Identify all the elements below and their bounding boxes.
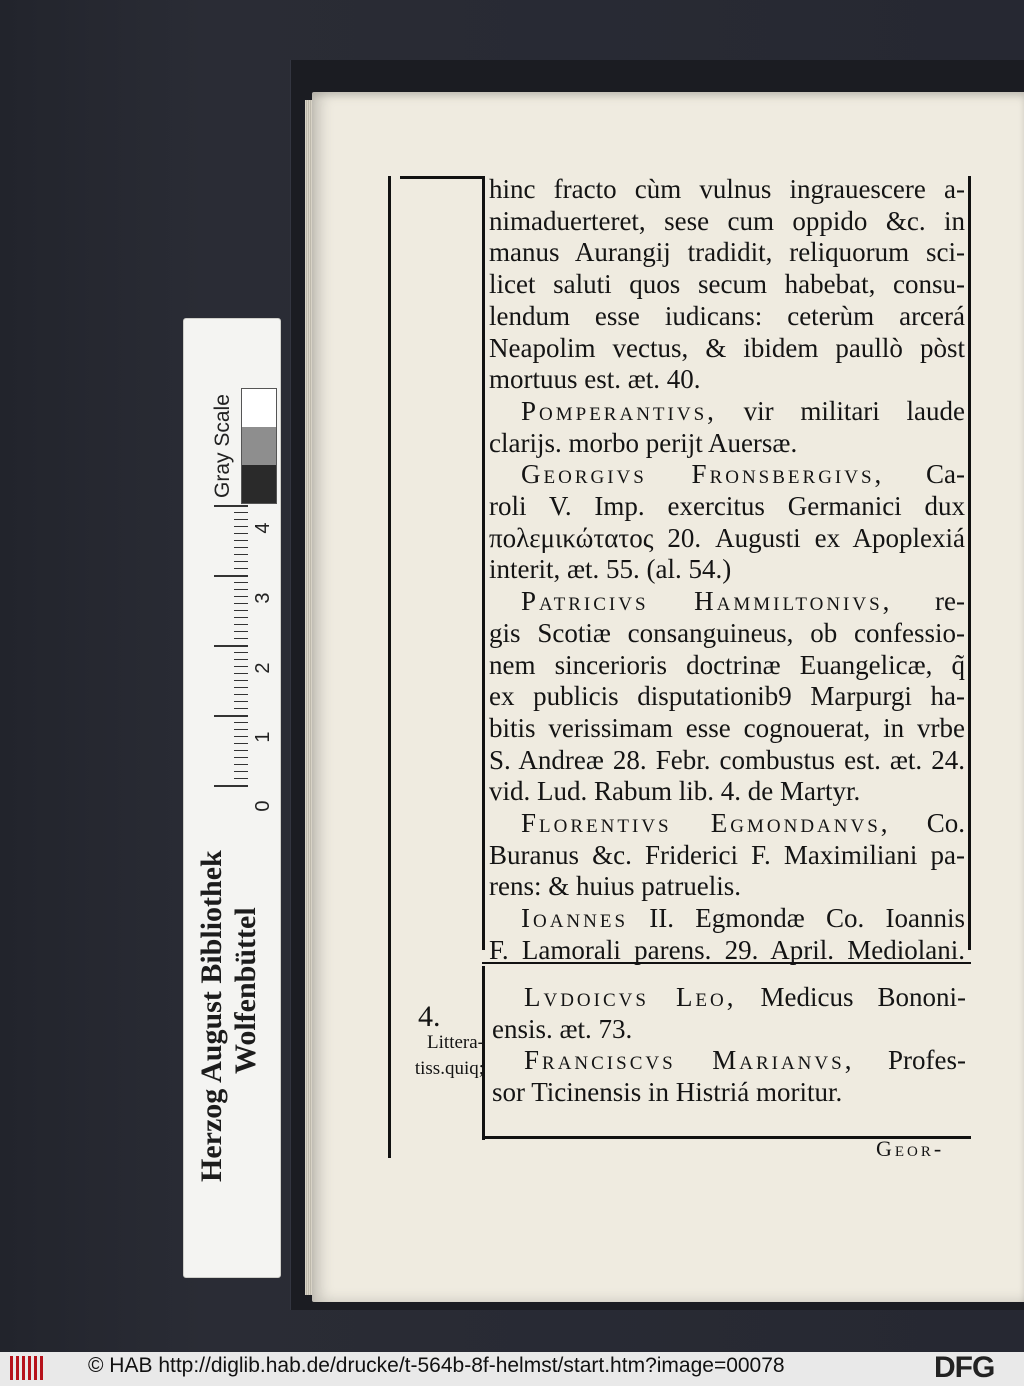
ruler-number-4: 4 [252,522,274,534]
entry-line: ensis. æt. 73. [492,1013,633,1044]
ruler-number-1: 1 [252,731,274,743]
entry-line: bitis verissimam esse cognouerat, in vrbe [489,712,965,743]
gray-swatch-dark [242,465,276,503]
catchword: Geor- [876,1136,945,1161]
ruler-ticks [214,505,248,805]
margin-rule [388,176,391,1158]
entry-line: vid. Lud. Rabum lib. 4. de Martyr. [489,776,861,807]
ruler-tick [234,561,248,562]
ruler-tick [234,701,248,702]
text-line: mortuus est. æt. 40. [489,364,701,395]
text-line: Neapolim vectus, & ibidem paullò pòst [489,332,965,363]
ruler-tick [234,722,248,723]
entry-text: re- [892,586,966,617]
hab-logo-icon [8,1352,48,1382]
ruler-tick [234,757,248,758]
ruler-library-line2: Wolfenbüttel [229,907,262,1074]
section2-text [492,982,966,1109]
entry-line: πολεμικώτατος 20. Augusti ex Apoplexiá [489,522,965,553]
ruler-tick [234,743,248,744]
ruler-tick [234,547,248,548]
text-line: hinc fracto cùm vulnus ingrauescere a- [489,174,965,204]
ruler-tick [234,666,248,667]
entry-line: gis Scotiæ consanguineus, ob confessio- [489,617,965,648]
entry-line: interit, æt. 55. (al. 54.) [489,554,732,585]
ruler-tick [234,554,248,555]
margin-note [380,1030,484,1082]
entry-text: II. Egmondæ Co. Ioannis [628,903,965,934]
entry-line: nem sincerioris doctrinæ Euangelicæ, q̃ [489,649,965,680]
ruler-library-name [195,907,262,1182]
ruler-tick [234,603,248,604]
column-rule-right [968,176,971,950]
ruler-tick [234,582,248,583]
entry-name: Florentivs Egmondanvs, [521,808,891,839]
entry-line: F. Lamorali parens. 29. April. Mediolani. [489,934,965,965]
ruler-tick [234,568,248,569]
footer-credit-link[interactable]: © HAB http://diglib.hab.de/drucke/t-564b-8f-helmst/start.htm?image=00078 [88,1354,785,1377]
ruler-number-2: 2 [252,662,274,674]
margin-note-line: tiss.quiq; [414,1058,484,1079]
ruler-tick [234,729,248,730]
column-rule-left [482,176,485,950]
ruler-tick [234,512,248,513]
entry-pomperantius [489,396,965,428]
entry-line: Buranus &c. Friderici F. Maximiliani pa- [489,839,965,870]
entry-egmondanus [489,808,965,840]
margin-number: 4. [418,1000,441,1033]
ruler-tick [234,771,248,772]
entry-name: Franciscvs Marianvs, [524,1045,855,1076]
ruler-scale-label [211,488,221,498]
margin-note-line: Littera- [427,1032,484,1053]
ruler-number-3: 3 [252,592,274,604]
entry-ludoicus [492,982,966,1014]
text-line: lendum esse iudicans: ceterùm arcerá [489,300,965,331]
ruler-tick [234,694,248,695]
ruler-number-0: 0 [252,800,274,812]
ruler-tick [234,624,248,625]
entry-line: S. Andreæ 28. Febr. combustus est. æt. 24. [489,744,965,775]
ruler-tick [234,750,248,751]
ruler-library-line1 [195,1142,229,1182]
entry-line: sor Ticinensis in Histriá moritur. [492,1077,843,1108]
ruler-tick [214,505,248,507]
entry-text: Ca- [884,459,965,490]
ruler-tick [214,715,248,717]
ruler-tick [234,638,248,639]
entry-line: clarijs. morbo perijt Auersæ. [489,427,798,458]
entry-marianus [492,1045,966,1077]
ruler-tick [234,736,248,737]
entry-ioannes [489,903,965,935]
entry-name: Pomperantivs, [521,395,717,426]
entry-name: Ioannes [521,903,629,934]
ruler-tick [234,708,248,709]
entry-text: Co. [890,808,965,839]
ruler-tick [234,778,248,779]
entry-hammiltonius [489,586,965,618]
ruler-tick [234,680,248,681]
entry-fronsbergius [489,459,965,491]
dfg-logo: DFG [934,1351,995,1384]
ruler-tick [234,589,248,590]
entry-name: Lvdoicvs Leo, [524,982,737,1012]
page-text [489,174,965,967]
entry-line: roli V. Imp. exercitus Germanici dux [489,491,965,522]
ruler-tick [234,610,248,611]
ruler-tick [214,575,248,577]
entry-line: ex publicis disputationib9 Marpurgi ha- [489,681,965,712]
ruler-tick [234,533,248,534]
ruler-tick [214,645,248,647]
entry-text: vir militari laude [716,395,965,426]
gray-swatch-mid [242,427,276,465]
text-line: licet saluti quos secum habebat, consu- [489,269,965,300]
ruler-tick [234,687,248,688]
ruler-tick [234,526,248,527]
text-line: nimaduerteret, sese cum oppido &c. in [489,205,965,236]
ruler-tick [214,785,248,787]
text-line: manus Aurangij tradidit, reliquorum sci- [489,237,965,268]
ruler-tick [234,617,248,618]
ruler-tick [234,519,248,520]
ruler-tick [234,631,248,632]
entry-name: Patricivs Hammiltonivs, [521,586,893,617]
top-rule [400,176,483,179]
entry-text: Profes- [854,1045,967,1076]
ruler-tick [234,764,248,765]
entry-line: rens: & huius patruelis. [489,871,741,902]
ruler-tick [234,540,248,541]
gray-scale-swatches [241,388,277,504]
ruler-tick [234,673,248,674]
ruler-tick [234,652,248,653]
ruler-tick [234,659,248,660]
ruler-tick [234,596,248,597]
entry-name: Georgivs Fronsbergivs, [521,459,885,490]
entry-text: Medicus Bononi- [736,982,966,1012]
